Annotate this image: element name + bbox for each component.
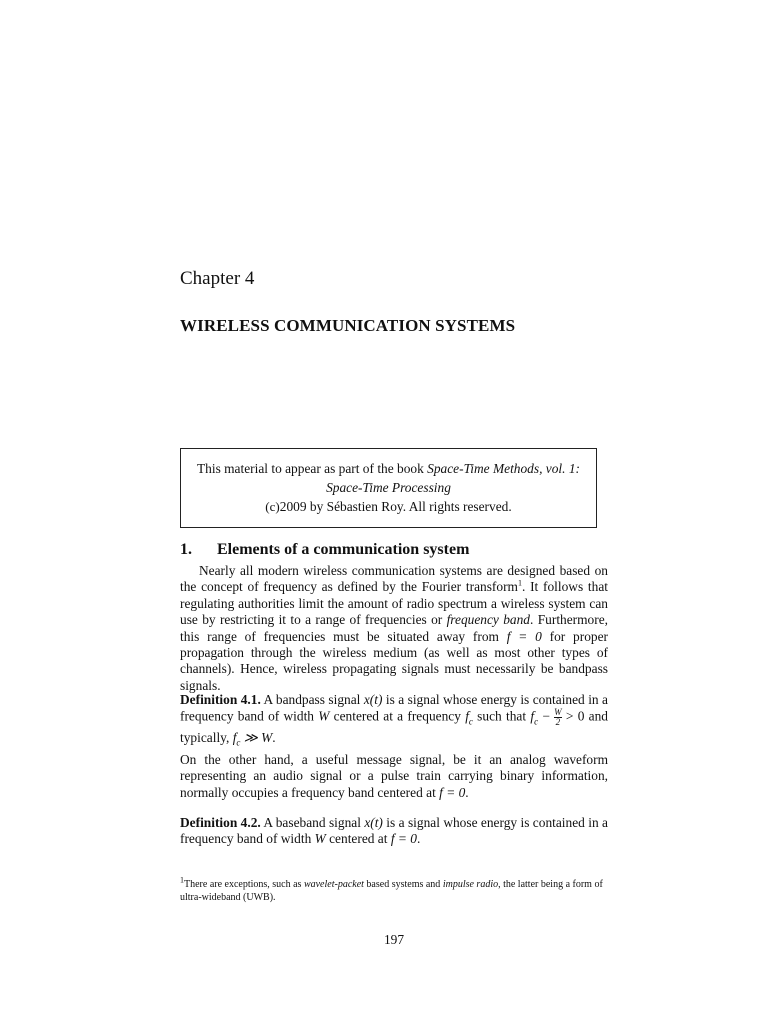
definition-label: Definition 4.2. xyxy=(180,815,261,830)
section-title: Elements of a communication system xyxy=(217,541,470,558)
book-title-part2: Space-Time Processing xyxy=(326,480,451,495)
definition-4-1: Definition 4.1. A bandpass signal x(t) is a signal whose energy is contained in a frequency band of width W centered at a frequency $f_c$ such that $f_c$ − $\frac{W}{2}$ > 0 and typically, $f_c$ ≫ W. xyxy=(180,692,608,748)
footnote: $^1$There are exceptions, such as wavelet-packet based systems and impulse radio, the latter being a form of ultra-wideband (UWB). xyxy=(180,875,603,903)
footnote-ref[interactable]: 1 xyxy=(517,578,522,588)
notice-line-1 xyxy=(181,459,596,478)
fraction-w-over-2: $\frac{W}{2}$ xyxy=(554,707,562,728)
notice-line-3 xyxy=(181,497,596,516)
copyright-notice-box xyxy=(180,448,597,528)
definition-4-2: Definition 4.2. A baseband signal x(t) is a signal whose energy is contained in a frequency band of width W centered at f = 0. xyxy=(180,815,608,847)
chapter-title: WIRELESS COMMUNICATION SYSTEMS xyxy=(180,316,516,335)
section-heading xyxy=(180,541,469,559)
section-number: 1. xyxy=(180,541,192,558)
copyright-icon: (c) xyxy=(265,499,280,514)
page-number: 197 xyxy=(383,932,405,947)
notice-line-2 xyxy=(181,478,596,497)
copyright-text: 2009 by Sébastien Roy. All rights reserved. xyxy=(279,499,512,514)
notice-text: This material to appear as part of the book xyxy=(196,461,428,476)
footnote-mark: 1 xyxy=(180,875,184,885)
definition-label: Definition 4.1. xyxy=(180,692,261,707)
book-title-part1: Space-Time Methods, vol. 1: xyxy=(427,461,580,476)
chapter-label: Chapter 4 xyxy=(180,268,255,289)
paragraph-2: On the other hand, a useful message signal, be it an analog waveform representing an audio signal or a pulse train carrying binary information, normally occupies a frequency band centered at f = 0. xyxy=(180,752,608,800)
paragraph-1: Nearly all modern wireless communication systems are designed based on the concept of frequency as defined by the Fourier transform$^1$. It follows that regulating authorities limit the amount of radio spectrum a wireless system can use by restricting it to a range of frequencies or frequency band. Furthermore, this range of frequencies must be situated away from f = 0 for proper propagation through the wireless medium (as well as most other types of channels). Hence, wireless propagating signals must necessarily be bandpass signals. xyxy=(180,563,608,693)
